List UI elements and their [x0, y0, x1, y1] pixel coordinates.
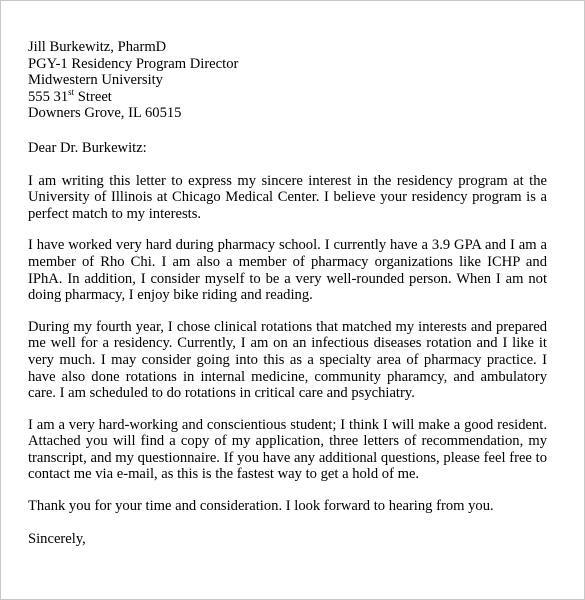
body-paragraph-2: I have worked very hard during pharmacy school. I currently have a 3.9 GPA and I am a member of Rho Chi. I am also a member of pharmacy organizations like ICHP and IPhA. In addition, I consider myself to be a very well-rounded person. When I am not doing pharmacy, I enjoy bike riding and reading.: [28, 237, 547, 304]
closing: Sincerely,: [28, 530, 86, 547]
body-paragraph-5: Thank you for your time and consideration. I look forward to hearing from you.: [28, 498, 494, 515]
recipient-title: PGY-1 Residency Program Director: [28, 55, 239, 72]
body-paragraph-4: I am a very hard-working and conscientious student; I think I will make a good resident. Attached you will find a copy of my application, three letters of recommendation, my transcript, and my questionnaire. If you have any additional questions, please feel free to contact me via e-mail, as this is the fastest way to get a hold of me.: [28, 416, 547, 483]
salutation: Dear Dr. Burkewitz:: [28, 139, 147, 156]
recipient-street: [28, 86, 547, 106]
recipient-name: Jill Burkewitz, PharmD: [28, 39, 167, 55]
recipient-city-state-zip: Downers Grove, IL 60515: [28, 105, 182, 122]
cover-letter: [28, 39, 547, 547]
body-paragraph-1: I am writing this letter to express my sincere interest in the residency program at the University of Illinois at Chicago Medical Center. I believe your residency program is a perfect match to my interests.: [28, 172, 547, 222]
body-paragraph-3: During my fourth year, I chose clinical rotations that matched my interests and prepared me well for a residency. Currently, I am on an infectious diseases rotation and I like it very much. I may consider going into this as a specialty area of pharmacy practice. I have also done rotations in internal medicine, community pharamcy, and ambulatory care. I am scheduled to do rotations in critical care and psychiatry.: [28, 318, 547, 402]
street-number: 555 31: [28, 88, 69, 105]
street-ordinal-suffix: st: [68, 86, 75, 97]
recipient-address-block: [28, 39, 547, 122]
recipient-organization: Midwestern University: [28, 72, 163, 89]
street-name: Street: [74, 88, 112, 105]
